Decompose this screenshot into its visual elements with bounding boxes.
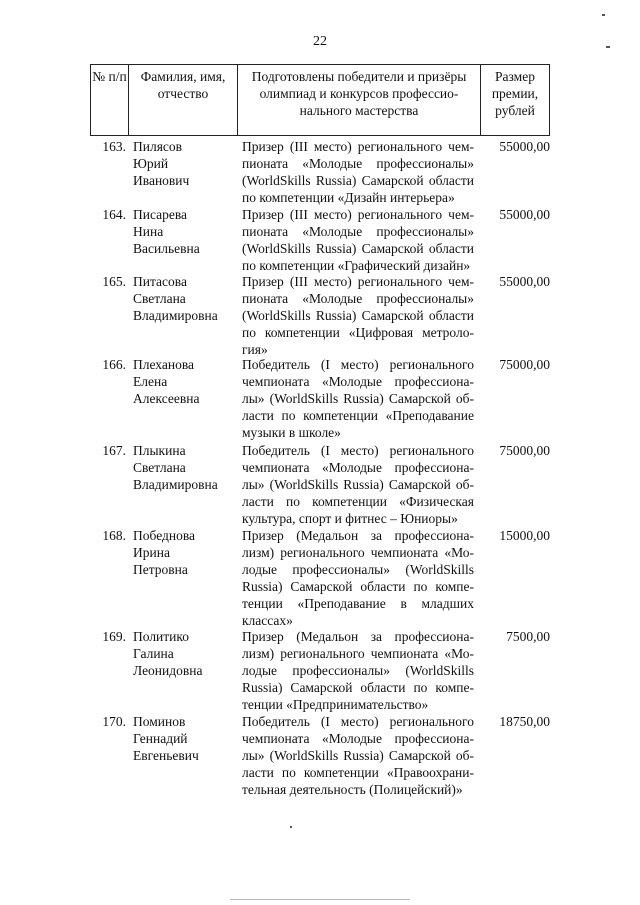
name-part: Пилясов xyxy=(133,139,183,154)
description-line: Russia) Самарской области по компе- xyxy=(242,579,474,594)
row-description xyxy=(242,442,474,527)
description-line: гия» xyxy=(242,342,268,357)
row-amount: 18750,00 xyxy=(499,714,550,729)
description-line: Призер (III место) регионального чем- xyxy=(242,207,474,222)
name-part: Петровна xyxy=(133,562,188,577)
row-number: 167. xyxy=(102,443,126,458)
name-part: Владимировна xyxy=(133,308,218,323)
name-part: Политико xyxy=(133,629,190,644)
description-line: пионата «Молодые профессионалы» xyxy=(242,291,474,306)
description-line: пионата «Молодые профессионалы» xyxy=(242,224,474,239)
description-line: чемпионата «Молодые профессиона- xyxy=(242,374,474,389)
header-col-description: Подготовлены победители и призёры олимпиад и конкурсов профессио-нального мастерства xyxy=(237,65,480,135)
name-part: Победнова xyxy=(133,528,196,543)
row-number: 164. xyxy=(102,207,126,222)
row-number: 165. xyxy=(102,274,126,289)
row-full-name xyxy=(133,206,243,257)
row-full-name xyxy=(133,628,243,679)
description-line: Призер (III место) регионального чем- xyxy=(242,274,474,289)
row-description xyxy=(242,628,474,713)
row-description xyxy=(242,138,474,206)
description-line: лы» (WorldSkills Russia) Самарской об- xyxy=(242,748,474,763)
name-part: Елена xyxy=(133,374,168,389)
header-col-amount: Размер премии, рублей xyxy=(480,65,550,135)
description-line: ласти по компетенции «Правоохрани- xyxy=(242,765,474,780)
name-part: Васильевна xyxy=(133,241,200,256)
name-part: Юрий xyxy=(133,156,169,171)
description-line: (WorldSkills Russia) Самарской области xyxy=(242,173,474,188)
table-header xyxy=(90,64,550,136)
row-number: 166. xyxy=(102,357,126,372)
description-line: музыки в школе» xyxy=(242,425,341,440)
name-part: Питасова xyxy=(133,274,187,289)
name-part: Светлана xyxy=(133,291,186,306)
description-line: пионата «Молодые профессионалы» xyxy=(242,156,474,171)
description-line: по компетенции «Графический дизайн» xyxy=(242,258,471,273)
description-line: лы» (WorldSkills Russia) Самарской об- xyxy=(242,391,474,406)
description-line: ласти по компетенции «Преподавание xyxy=(242,408,474,423)
row-full-name xyxy=(133,273,243,324)
row-amount: 55000,00 xyxy=(499,207,550,222)
description-line: классах» xyxy=(242,613,293,628)
row-amount: 55000,00 xyxy=(499,274,550,289)
description-line: Russia) Самарской области по компе- xyxy=(242,680,474,695)
name-part: Галина xyxy=(133,646,174,661)
row-number: 163. xyxy=(102,139,126,154)
row-amount: 75000,00 xyxy=(499,443,550,458)
description-line: Призер (Медальон за профессиона- xyxy=(242,629,474,644)
description-line: ласти по компетенции «Физическая xyxy=(242,494,474,509)
description-line: Победитель (I место) регионального xyxy=(242,443,474,458)
scan-mark xyxy=(602,14,605,16)
description-line: культура, спорт и фитнес – Юниоры» xyxy=(242,511,458,526)
row-full-name xyxy=(133,442,243,493)
scan-mark xyxy=(606,46,610,48)
row-description xyxy=(242,713,474,798)
header-col-name: Фамилия, имя, отчество xyxy=(128,65,237,135)
header-col-number: № п/п xyxy=(90,65,128,135)
name-part: Леонидовна xyxy=(133,663,203,678)
name-part: Евгеньевич xyxy=(133,748,199,763)
name-part: Писарева xyxy=(133,207,188,222)
row-description xyxy=(242,527,474,629)
name-part: Иванович xyxy=(133,173,190,188)
name-part: Геннадий xyxy=(133,731,188,746)
description-line: по компетенции «Дизайн интерьера» xyxy=(242,190,455,205)
description-line: лы» (WorldSkills Russia) Самарской об- xyxy=(242,477,474,492)
row-number: 168. xyxy=(102,528,126,543)
row-full-name xyxy=(133,713,243,764)
name-part: Нина xyxy=(133,224,164,239)
description-line: лодые профессионалы» (WorldSkills xyxy=(242,663,474,678)
row-amount: 15000,00 xyxy=(499,528,550,543)
description-line: Победитель (I место) регионального xyxy=(242,714,474,729)
name-part: Плеханова xyxy=(133,357,195,372)
name-part: Алексеевна xyxy=(133,391,200,406)
description-line: лодые профессионалы» (WorldSkills xyxy=(242,562,474,577)
row-amount: 7500,00 xyxy=(506,629,550,644)
row-amount: 55000,00 xyxy=(499,139,550,154)
row-full-name xyxy=(133,138,243,189)
page-number: 22 xyxy=(313,34,327,49)
name-part: Владимировна xyxy=(133,477,218,492)
description-line: Призер (III место) регионального чем- xyxy=(242,139,474,154)
description-line: Призер (Медальон за профессиона- xyxy=(242,528,474,543)
description-line: Победитель (I место) регионального xyxy=(242,357,474,372)
description-line: тенции «Предпринимательство» xyxy=(242,697,429,712)
row-description xyxy=(242,206,474,274)
name-part: Поминов xyxy=(133,714,186,729)
description-line: чемпионата «Молодые профессиона- xyxy=(242,731,474,746)
row-description xyxy=(242,273,474,358)
row-number: 170. xyxy=(102,714,126,729)
description-line: тельная деятельность (Полицейский)» xyxy=(242,782,463,797)
scan-mark xyxy=(230,899,410,900)
name-part: Плыкина xyxy=(133,443,186,458)
row-number: 169. xyxy=(102,629,126,644)
scan-mark xyxy=(290,826,292,828)
description-line: тенции «Преподавание в младших xyxy=(242,596,474,611)
row-description xyxy=(242,356,474,441)
row-full-name xyxy=(133,356,243,407)
description-line: (WorldSkills Russia) Самарской области xyxy=(242,308,474,323)
name-part: Ирина xyxy=(133,545,170,560)
row-amount: 75000,00 xyxy=(499,357,550,372)
name-part: Светлана xyxy=(133,460,186,475)
description-line: лизм) регионального чемпионата «Мо- xyxy=(242,545,474,560)
description-line: по компетенции «Цифровая метроло- xyxy=(242,325,474,340)
description-line: лизм) регионального чемпионата «Мо- xyxy=(242,646,474,661)
description-line: чемпионата «Молодые профессиона- xyxy=(242,460,474,475)
row-full-name xyxy=(133,527,243,578)
description-line: (WorldSkills Russia) Самарской области xyxy=(242,241,474,256)
